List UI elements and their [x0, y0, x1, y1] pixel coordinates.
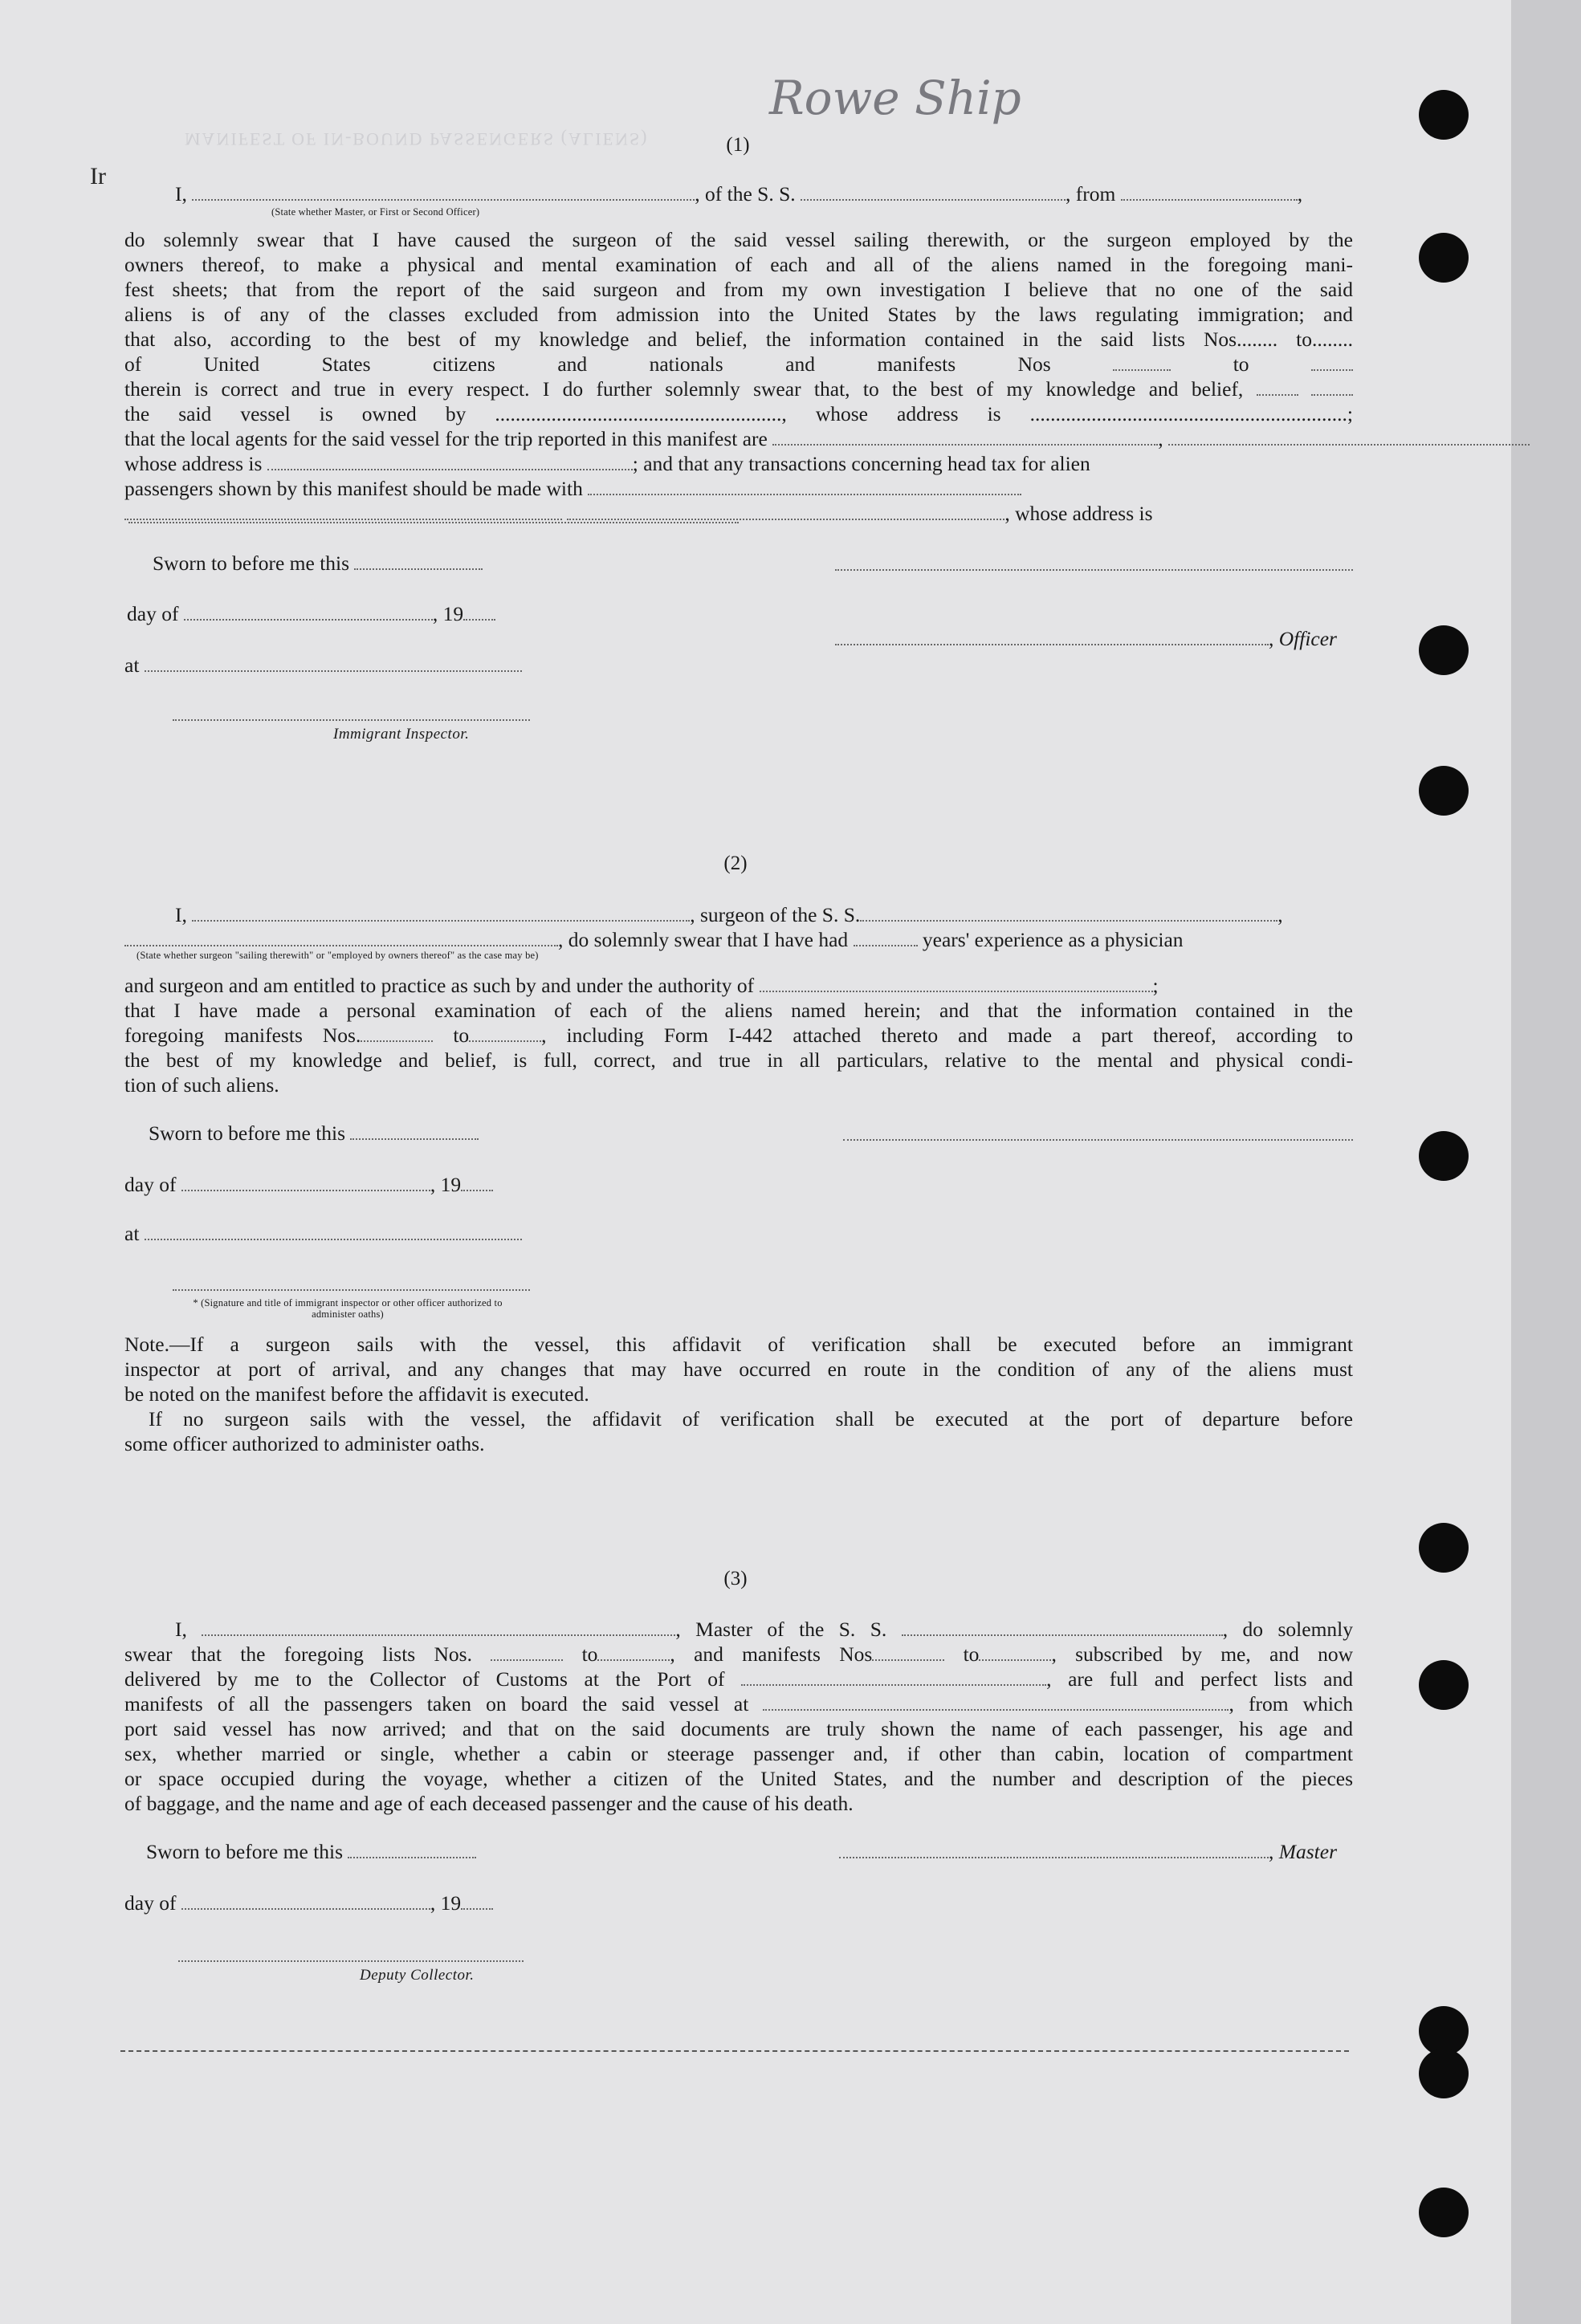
signature-line	[178, 1960, 524, 1962]
signature-caption: * (Signature and title of immigrant inspector or other officer authorized to administer oaths)	[193, 1297, 503, 1320]
section-2-number: (2)	[723, 853, 748, 874]
day-of-1: day of , 19	[127, 602, 495, 626]
margin-mark: Ir	[90, 163, 106, 189]
punch-hole	[1419, 233, 1469, 283]
para2-line: tion of such aliens.	[124, 1073, 279, 1097]
para2-line: the best of my knowledge and belief, is full, correct, and true in all particulars, relative to the mental and physical condi-	[124, 1048, 1353, 1072]
punch-hole	[1419, 1131, 1469, 1181]
at-label-1: at	[124, 653, 522, 678]
officer-label: , Officer	[835, 627, 1337, 651]
para2-line: and surgeon and am entitled to practice as such by and under the authority of ;	[124, 974, 1159, 997]
note-line: some officer authorized to administer oaths.	[124, 1432, 485, 1455]
punch-hole	[1419, 2188, 1469, 2237]
sworn-label-1: Sworn to before me this	[153, 551, 483, 576]
section-2-line-1: I, , surgeon of the S. S. ,	[175, 903, 1283, 926]
para3-line: sex, whether married or single, whether a cabin or steerage passenger and, if other than cabin, location of compartment	[124, 1742, 1353, 1765]
para1-line: fest sheets; that from the report of the said surgeon and from my own investigation I believe that no one of the said	[124, 278, 1353, 301]
section-1-number: (1)	[726, 134, 750, 156]
inspector-caption: Immigrant Inspector.	[333, 726, 470, 743]
para1-line: owners thereof, to make a physical and mental examination of each and all of the aliens named in the foregoing mani-	[124, 253, 1353, 276]
signature-line	[843, 1139, 1353, 1141]
para2-line: foregoing manifests Nos. to , including Form I-442 attached thereto and made a part thereof, according to	[124, 1024, 1353, 1047]
section-1-line-1: I, , of the S. S. , from ,	[175, 182, 1303, 206]
page-edge	[1511, 0, 1581, 2324]
punch-hole	[1419, 625, 1469, 675]
para3-line: swear that the foregoing lists Nos. to , and manifests Nos to , subscribed by me, and now	[124, 1642, 1354, 1666]
para1-line: do solemnly swear that I have caused the surgeon of the said vessel sailing therewith, or the surgeon employed by the	[124, 228, 1353, 251]
punch-hole	[1419, 766, 1469, 816]
sworn-label-3: Sworn to before me this	[146, 1840, 476, 1864]
signature-line	[173, 719, 530, 721]
day-of-3: day of , 19	[124, 1891, 493, 1915]
punch-hole	[1419, 1523, 1469, 1573]
note-line: Note.—If a surgeon sails with the vessel, this affidavit of verification shall be executed before an immigrant	[124, 1333, 1353, 1356]
para3-line: or space occupied during the voyage, whether a citizen of the United States, and the number and description of the pieces	[124, 1767, 1353, 1790]
section-2-line-2: , do solemnly swear that I have had years' experience as a physician	[124, 927, 1353, 952]
para1-line: therein is correct and true in every respect. I do further solemnly swear that, to the best of my knowledge and belief,	[124, 376, 1353, 401]
collector-caption: Deputy Collector.	[360, 1967, 475, 1984]
punch-hole	[1419, 90, 1469, 140]
bleed-through-text: MANIFEST OF IN-BOUND PASSENGERS (ALIENS)	[185, 129, 649, 149]
para3-line: delivered by me to the Collector of Customs at the Port of , are full and perfect lists and	[124, 1667, 1353, 1691]
para3-line: manifests of all the passengers taken on board the said vessel at , from which	[124, 1692, 1354, 1716]
handwritten-annotation: Rowe Ship	[769, 71, 1021, 125]
para1-line: of United States citizens and nationals and manifests Nos to	[124, 352, 1353, 376]
note-line: be noted on the manifest before the affidavit is executed.	[124, 1382, 589, 1406]
para1-line: that also, according to the best of my knowledge and belief, the information contained in the said lists Nos........ to........	[124, 328, 1353, 351]
punch-hole	[1419, 2049, 1469, 2098]
section-3-number: (3)	[723, 1568, 748, 1589]
para1-line: passengers shown by this manifest should be made with	[124, 476, 1353, 501]
day-of-2: day of , 19	[124, 1173, 493, 1197]
section-1-caption: (State whether Master, or First or Second Officer)	[271, 206, 480, 218]
sworn-label-2: Sworn to before me this	[149, 1121, 479, 1146]
para1-line: whose address is ; and that any transactions concerning head tax for alien	[124, 452, 1090, 475]
para3-line: port said vessel has now arrived; and that on the said documents are truly shown the name of each passenger, his age and	[124, 1717, 1353, 1740]
para2-line: that I have made a personal examination of each of the aliens named herein; and that the information contained in the	[124, 999, 1353, 1022]
at-label-2: at	[124, 1222, 522, 1246]
para3-line: I, , Master of the S. S. , do solemnly	[175, 1618, 1354, 1641]
bottom-rule	[120, 2050, 1349, 2052]
note-line: If no surgeon sails with the vessel, the affidavit of verification shall be executed at the port of departure before	[149, 1407, 1353, 1431]
punch-hole	[1419, 1660, 1469, 1710]
para1-line: , whose address is	[124, 501, 1353, 526]
master-label: , Master	[839, 1840, 1337, 1864]
signature-line	[835, 569, 1353, 571]
para1-line: aliens is of any of the classes excluded from admission into the United States by the laws regulating immigration; and	[124, 303, 1353, 326]
para1-line: the said vessel is owned by ........................................................, whose address is ..............................................................;	[124, 402, 1353, 425]
para1-line: that the local agents for the said vessel for the trip reported in this manifest are ,	[124, 426, 1353, 451]
section-2-caption: (State whether surgeon "sailing therewith" or "employed by owners thereof" as the case may be)	[137, 950, 539, 961]
para3-line: of baggage, and the name and age of each deceased passenger and the cause of his death.	[124, 1792, 854, 1815]
note-line: inspector at port of arrival, and any changes that may have occurred en route in the condition of any of the aliens must	[124, 1357, 1353, 1381]
signature-line	[173, 1289, 530, 1291]
